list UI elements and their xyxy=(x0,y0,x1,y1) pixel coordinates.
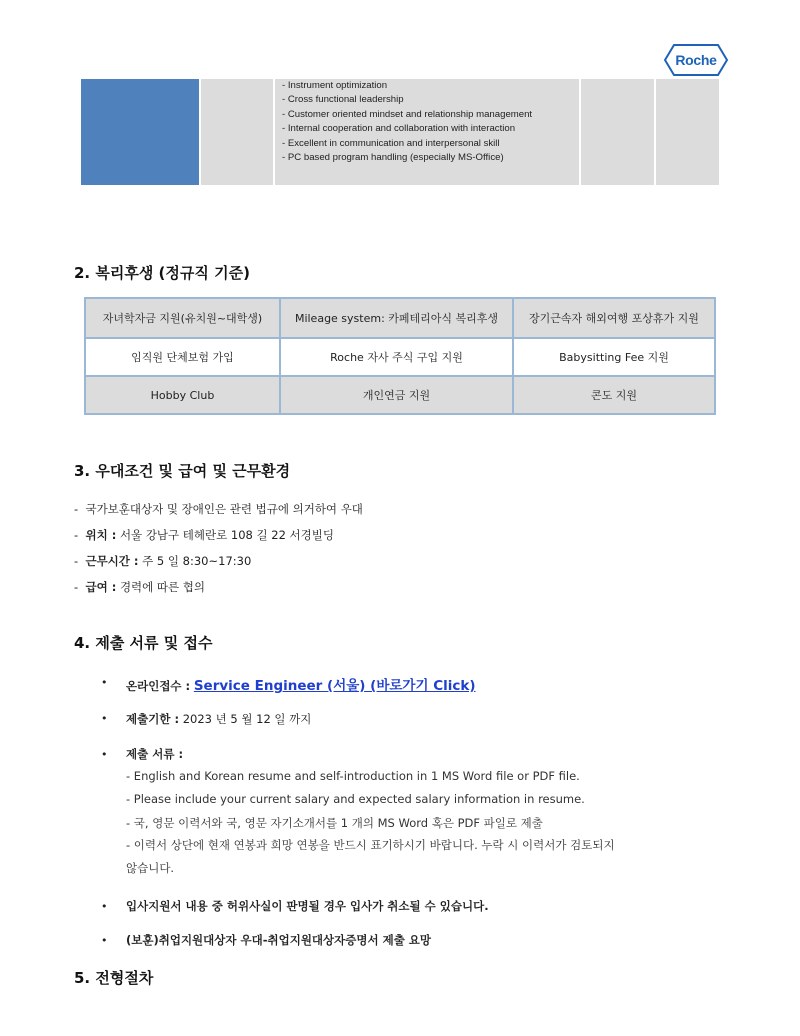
table-cell-skills xyxy=(275,79,579,185)
table-cell-blue xyxy=(81,79,199,185)
document-line: - Please include your current salary and expected salary information in resume. xyxy=(126,792,585,806)
benefit-cell: 개인연금 지원 xyxy=(280,376,513,414)
section-4-heading: 4. 제출 서류 및 접수 xyxy=(74,634,213,652)
documents-item: 제출 서류 : xyxy=(126,747,184,761)
bullet-icon: • xyxy=(101,748,108,761)
bullet-icon: • xyxy=(101,934,108,947)
benefit-cell: Roche 자사 주식 구입 지원 xyxy=(280,338,513,376)
skill-item: - Excellent in communication and interpersonal skill xyxy=(282,137,500,149)
benefits-table xyxy=(84,297,716,415)
document-line: - 이력서 상단에 현재 연봉과 희망 연봉을 반드시 표기하시기 바랍니다. 누락 시 이력서가 검토되지 xyxy=(126,838,615,852)
benefit-cell: Hobby Club xyxy=(85,376,280,414)
section-2-heading: 2. 복리후생 (정규직 기준) xyxy=(74,264,250,282)
skill-item: - Internal cooperation and collaboration with interaction xyxy=(282,123,516,135)
skill-item: - Cross functional leadership xyxy=(282,94,404,106)
skills-list xyxy=(282,79,532,165)
benefit-cell: 임직원 단체보험 가입 xyxy=(85,338,280,376)
notice-veterans: (보훈)취업지원대상자 우대-취업지원대상자증명서 제출 요망 xyxy=(126,933,432,947)
bullet-icon: • xyxy=(101,712,108,725)
notice-false-info: 입사지원서 내용 중 허위사실이 판명될 경우 입사가 취소될 수 있습니다. xyxy=(126,899,489,913)
apply-link[interactable]: Service Engineer (서울) (바로가기 Click) xyxy=(193,678,476,694)
benefit-cell: 콘도 지원 xyxy=(513,376,715,414)
table-cell xyxy=(656,79,719,185)
skills-table xyxy=(81,79,719,185)
benefit-cell: 장기근속자 해외여행 포상휴가 지원 xyxy=(513,298,715,338)
bullet-icon: • xyxy=(101,676,108,689)
skill-item: - Instrument optimization xyxy=(282,80,388,91)
benefit-cell: Mileage system: 카페테리아식 복리후생 xyxy=(280,298,513,338)
roche-logo xyxy=(664,44,728,76)
section-5-heading: 5. 전형절차 xyxy=(74,969,154,987)
table-cell xyxy=(201,79,273,185)
online-apply-item: 온라인접수 : Service Engineer (서울) (바로가기 Click) xyxy=(126,678,476,694)
condition-item: - 국가보훈대상자 및 장애인은 관련 법규에 의거하여 우대 xyxy=(74,502,363,516)
document-line: - English and Korean resume and self-introduction in 1 MS Word file or PDF file. xyxy=(126,769,580,783)
location-item: - 위치 : 서울 강남구 테헤란로 108 길 22 서경빌딩 xyxy=(74,528,334,542)
table-cell xyxy=(581,79,654,185)
section-3-heading: 3. 우대조건 및 급여 및 근무환경 xyxy=(74,462,291,480)
work-hours-item: - 근무시간 : 주 5 일 8:30~17:30 xyxy=(74,554,252,568)
salary-item: - 급여 : 경력에 따른 협의 xyxy=(74,580,206,594)
benefit-cell: 자녀학자금 지원(유치원~대학생) xyxy=(85,298,280,338)
document-line: 않습니다. xyxy=(126,861,175,875)
skill-item: - Customer oriented mindset and relationship management xyxy=(282,108,533,120)
document-line: - 국, 영문 이력서와 국, 영문 자기소개서를 1 개의 MS Word 혹은 PDF 파일로 제출 xyxy=(126,816,543,830)
skill-item: - PC based program handling (especially MS-Office) xyxy=(282,152,504,164)
roche-logo-text: Roche xyxy=(675,52,717,68)
benefit-cell: Babysitting Fee 지원 xyxy=(513,338,715,376)
deadline-item: 제출기한 : 2023 년 5 월 12 일 까지 xyxy=(126,712,312,726)
bullet-icon: • xyxy=(101,900,108,913)
